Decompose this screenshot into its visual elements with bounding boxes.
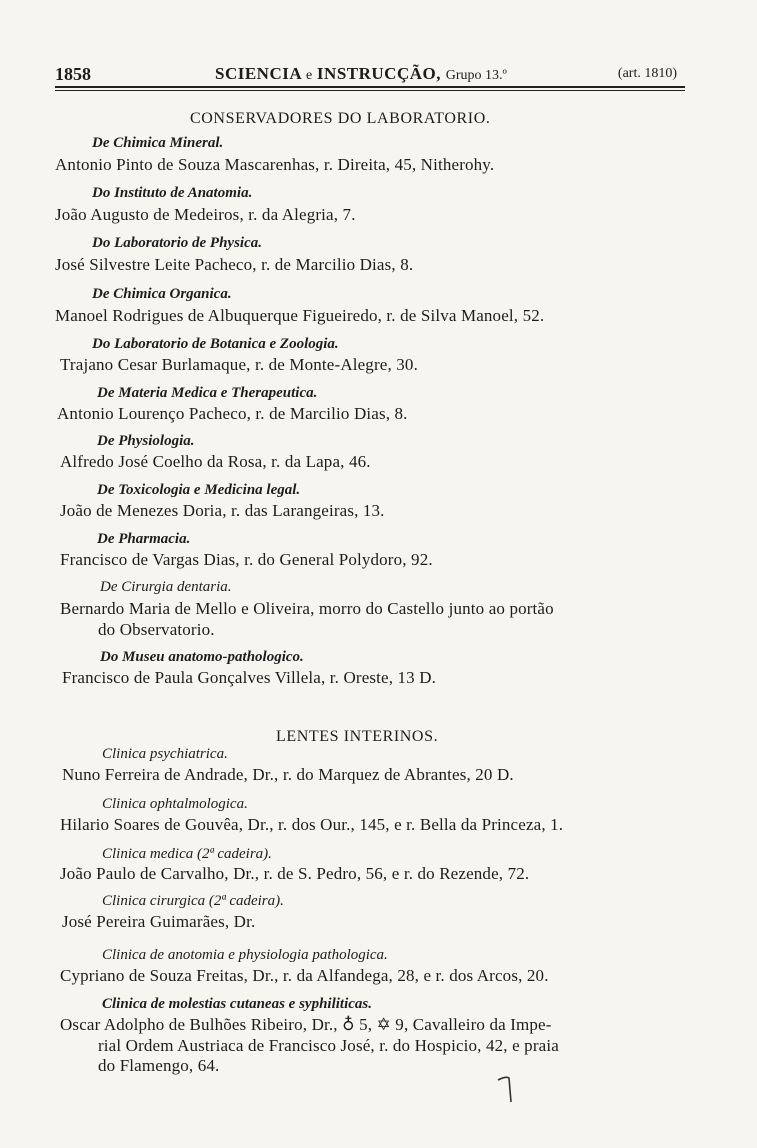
entry-label: Clinica cirurgica (2ª cadeira).	[102, 893, 284, 909]
entry-label: De Chimica Mineral.	[92, 135, 224, 151]
group-number: Grupo 13.º	[445, 68, 507, 83]
section-title-lentes: LENTES INTERINOS.	[276, 728, 439, 745]
entry-name: Oscar Adolpho de Bulhões Ribeiro, Dr., ♁ 5, ✡ 9, Cavalleiro da Impe-	[60, 1015, 552, 1034]
entry-name: Trajano Cesar Burlamaque, r. de Monte-Alegre, 30.	[60, 355, 418, 374]
entry-name: Antonio Pinto de Souza Mascarenhas, r. Direita, 45, Nitherohy.	[55, 155, 495, 174]
entry-name: Francisco de Vargas Dias, r. do General Polydoro, 92.	[60, 550, 433, 569]
entry-label: Do Laboratorio de Botanica e Zoologia.	[92, 336, 339, 352]
entry-name: José Pereira Guimarães, Dr.	[62, 912, 256, 931]
entry-name: Cypriano de Souza Freitas, Dr., r. da Alfandega, 28, e r. dos Arcos, 20.	[60, 966, 549, 985]
entry-label: Do Museu anatomo-pathologico.	[100, 649, 304, 665]
entry-label: Clinica medica (2ª cadeira).	[102, 846, 272, 862]
entry-label: Do Instituto de Anatomia.	[92, 185, 253, 201]
entry-name: José Silvestre Leite Pacheco, r. de Marcilio Dias, 8.	[55, 255, 414, 274]
entry-name: Alfredo José Coelho da Rosa, r. da Lapa, 46.	[60, 452, 371, 471]
entry-name: Antonio Lourenço Pacheco, r. de Marcilio Dias, 8.	[57, 404, 408, 423]
pencil-mark-icon	[496, 1074, 518, 1104]
entry-label: Clinica de anotomia e physiologia pathologica.	[102, 947, 388, 963]
page-header	[55, 64, 685, 88]
entry-label: De Pharmacia.	[97, 531, 191, 547]
article-reference: (art. 1810)	[617, 66, 677, 81]
entry-label: Clinica psychiatrica.	[102, 746, 228, 762]
entry-name-continuation: rial Ordem Austriaca de Francisco José, r. do Hospicio, 42, e praia	[98, 1036, 559, 1055]
entry-label: De Toxicologia e Medicina legal.	[97, 482, 301, 498]
entry-label: De Chimica Organica.	[92, 286, 232, 302]
entry-name: Bernardo Maria de Mello e Oliveira, morro do Castello junto ao portão	[60, 599, 554, 618]
entry-name: Nuno Ferreira de Andrade, Dr., r. do Marquez de Abrantes, 20 D.	[62, 765, 514, 784]
entry-label: De Physiologia.	[97, 433, 195, 449]
entry-label: Do Laboratorio de Physica.	[92, 235, 262, 251]
entry-name: João Augusto de Medeiros, r. da Alegria, 7.	[55, 205, 356, 224]
entry-label: Clinica de molestias cutaneas e syphiliticas.	[102, 996, 372, 1012]
running-title: SCIENCIA e INSTRUCÇÃO, Grupo 13.º	[215, 64, 507, 83]
entry-label: De Cirurgia dentaria.	[100, 579, 232, 595]
entry-name: Francisco de Paula Gonçalves Villela, r. Oreste, 13 D.	[62, 668, 437, 687]
entry-name: João de Menezes Doria, r. das Larangeiras, 13.	[60, 501, 385, 520]
page-number: 1858	[55, 64, 91, 84]
section-title-conservadores: CONSERVADORES DO LABORATORIO.	[190, 110, 491, 127]
entry-name: Hilario Soares de Gouvêa, Dr., r. dos Our., 145, e r. Bella da Princeza, 1.	[60, 815, 564, 834]
entry-label: Clinica ophtalmologica.	[102, 796, 248, 812]
entry-name: Manoel Rodrigues de Albuquerque Figueiredo, r. de Silva Manoel, 52.	[55, 306, 545, 325]
entry-name-continuation: do Observatorio.	[98, 620, 215, 639]
entry-label: De Materia Medica e Therapeutica.	[97, 385, 318, 401]
entry-name-continuation: do Flamengo, 64.	[98, 1056, 220, 1075]
entry-name: João Paulo de Carvalho, Dr., r. de S. Pedro, 56, e r. do Rezende, 72.	[60, 864, 530, 883]
